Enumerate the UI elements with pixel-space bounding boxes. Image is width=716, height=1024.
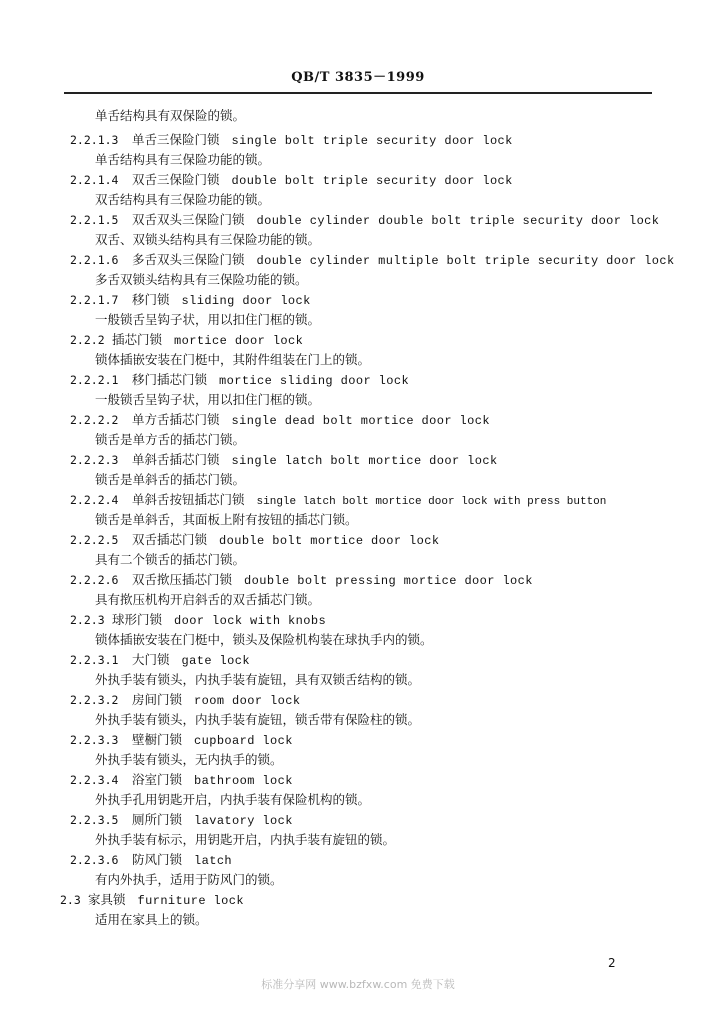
term-english: mortice sliding door lock	[219, 374, 410, 388]
watermark-text: 标准分享网 www.bzfxw.com 免费下载	[261, 978, 455, 991]
clause-number: 2.2.3	[70, 613, 105, 627]
clause-number: 2.2.3.6	[70, 853, 119, 867]
term-definition: 锁舌是单方舌的插芯门锁。	[95, 432, 246, 447]
term-english: latch	[194, 854, 233, 868]
term-entry	[70, 812, 293, 829]
term-english: double bolt pressing mortice door lock	[244, 574, 533, 588]
term-definition: 有内外执手，适用于防风门的锁。	[95, 872, 283, 887]
term-definition: 外执手装有锁头，无内执手的锁。	[95, 752, 283, 767]
term-entry	[70, 452, 498, 469]
term-entry	[70, 732, 293, 749]
term-chinese: 厕所门锁	[132, 812, 183, 827]
term-english: mortice door lock	[174, 334, 304, 348]
clause-number: 2.2.3.4	[70, 773, 119, 787]
term-english: double bolt triple security door lock	[231, 174, 513, 188]
term-chinese: 家具锁	[88, 892, 126, 907]
term-definition: 具有揿压机构开启斜舌的双舌插芯门锁。	[95, 592, 321, 607]
clause-number: 2.2.3.1	[70, 653, 119, 667]
term-english: single bolt triple security door lock	[231, 134, 513, 148]
term-english: sliding door lock	[181, 294, 311, 308]
term-chinese: 单斜舌插芯门锁	[132, 452, 220, 467]
term-english: gate lock	[181, 654, 250, 668]
clause-number: 2.3	[60, 893, 81, 907]
term-chinese: 单斜舌按钮插芯门锁	[132, 492, 245, 507]
clause-number: 2.2.2.2	[70, 413, 119, 427]
term-definition: 锁体插嵌安装在门梃中，其附件组装在门上的锁。	[95, 352, 371, 367]
term-chinese: 双舌插芯门锁	[132, 532, 208, 547]
clause-number: 2.2.1.5	[70, 213, 119, 227]
term-entry	[70, 332, 303, 349]
document-header: QB/T 3835－1999	[291, 70, 425, 85]
page-number: 2	[608, 956, 616, 970]
term-chinese: 多舌双头三保险门锁	[132, 252, 245, 267]
term-definition: 外执手孔用钥匙开启，内执手装有保险机构的锁。	[95, 792, 371, 807]
term-chinese: 双舌揿压插芯门锁	[132, 572, 233, 587]
clause-number: 2.2.2.3	[70, 453, 119, 467]
term-english: single latch bolt mortice door lock with press button	[256, 496, 607, 508]
term-chinese: 壁橱门锁	[132, 732, 183, 747]
term-chinese: 移门插芯门锁	[132, 372, 208, 387]
clause-number: 2.2.1.6	[70, 253, 119, 267]
term-entry	[70, 692, 300, 709]
term-english: double cylinder multiple bolt triple security door lock	[256, 254, 675, 268]
term-english: single dead bolt mortice door lock	[231, 414, 490, 428]
term-english: double bolt mortice door lock	[219, 534, 440, 548]
clause-number: 2.2.3.3	[70, 733, 119, 747]
term-entry	[70, 372, 409, 389]
term-chinese: 双舌双头三保险门锁	[132, 212, 245, 227]
term-definition: 外执手装有锁头，内执手装有旋钮，锁舌带有保险柱的锁。	[95, 712, 421, 727]
term-chinese: 球形门锁	[112, 612, 163, 627]
term-chinese: 大门锁	[132, 652, 170, 667]
clause-number: 2.2.2	[70, 333, 105, 347]
term-entry	[70, 172, 513, 189]
clause-number: 2.2.2.1	[70, 373, 119, 387]
clause-number: 2.2.2.6	[70, 573, 119, 587]
term-chinese: 防风门锁	[132, 852, 183, 867]
intro-definition: 单舌结构具有双保险的锁。	[95, 108, 246, 123]
term-definition: 锁舌是单斜舌，其面板上附有按钮的插芯门锁。	[95, 512, 358, 527]
term-chinese: 双舌三保险门锁	[132, 172, 220, 187]
clause-number: 2.2.1.7	[70, 293, 119, 307]
term-definition: 锁体插嵌安装在门梃中，锁头及保险机构装在球执手内的锁。	[95, 632, 433, 647]
term-english: double cylinder double bolt triple security door lock	[256, 214, 660, 228]
term-chinese: 单方舌插芯门锁	[132, 412, 220, 427]
term-english: single latch bolt mortice door lock	[231, 454, 498, 468]
term-entry	[70, 652, 250, 669]
term-definition: 适用在家具上的锁。	[95, 912, 208, 927]
term-entry	[70, 772, 293, 789]
term-entry	[70, 532, 439, 549]
term-entry	[70, 292, 311, 309]
term-definition: 外执手装有标示，用钥匙开启，内执手装有旋钮的锁。	[95, 832, 396, 847]
term-chinese: 移门锁	[132, 292, 170, 307]
term-definition: 外执手装有锁头，内执手装有旋钮，具有双锁舌结构的锁。	[95, 672, 421, 687]
term-definition: 双舌结构具有三保险功能的锁。	[95, 192, 271, 207]
term-entry	[70, 492, 606, 510]
term-definition: 一般锁舌呈钩子状，用以扣住门框的锁。	[95, 312, 321, 327]
term-definition: 具有二个锁舌的插芯门锁。	[95, 552, 246, 567]
term-entry	[70, 212, 659, 229]
header-rule	[64, 92, 652, 94]
term-english: room door lock	[194, 694, 301, 708]
term-entry	[70, 412, 490, 429]
term-definition: 一般锁舌呈钩子状，用以扣住门框的锁。	[95, 392, 321, 407]
term-chinese: 房间门锁	[132, 692, 183, 707]
term-chinese: 插芯门锁	[112, 332, 163, 347]
term-definition: 锁舌是单斜舌的插芯门锁。	[95, 472, 246, 487]
term-entry	[70, 612, 326, 629]
term-entry	[70, 252, 675, 269]
clause-number: 2.2.3.5	[70, 813, 119, 827]
clause-number: 2.2.1.3	[70, 133, 119, 147]
term-entry	[70, 852, 232, 869]
clause-number: 2.2.3.2	[70, 693, 119, 707]
term-english: bathroom lock	[194, 774, 293, 788]
term-definition: 双舌、双锁头结构具有三保险功能的锁。	[95, 232, 321, 247]
term-english: cupboard lock	[194, 734, 293, 748]
term-english: furniture lock	[137, 894, 244, 908]
term-entry	[60, 892, 244, 909]
term-definition: 多舌双锁头结构具有三保险功能的锁。	[95, 272, 308, 287]
term-definition: 单舌结构具有三保险功能的锁。	[95, 152, 271, 167]
clause-number: 2.2.1.4	[70, 173, 119, 187]
term-chinese: 浴室门锁	[132, 772, 183, 787]
clause-number: 2.2.2.4	[70, 493, 119, 507]
term-entry	[70, 572, 533, 589]
term-english: lavatory lock	[194, 814, 293, 828]
term-entry	[70, 132, 513, 149]
term-chinese: 单舌三保险门锁	[132, 132, 220, 147]
term-english: door lock with knobs	[174, 614, 327, 628]
clause-number: 2.2.2.5	[70, 533, 119, 547]
